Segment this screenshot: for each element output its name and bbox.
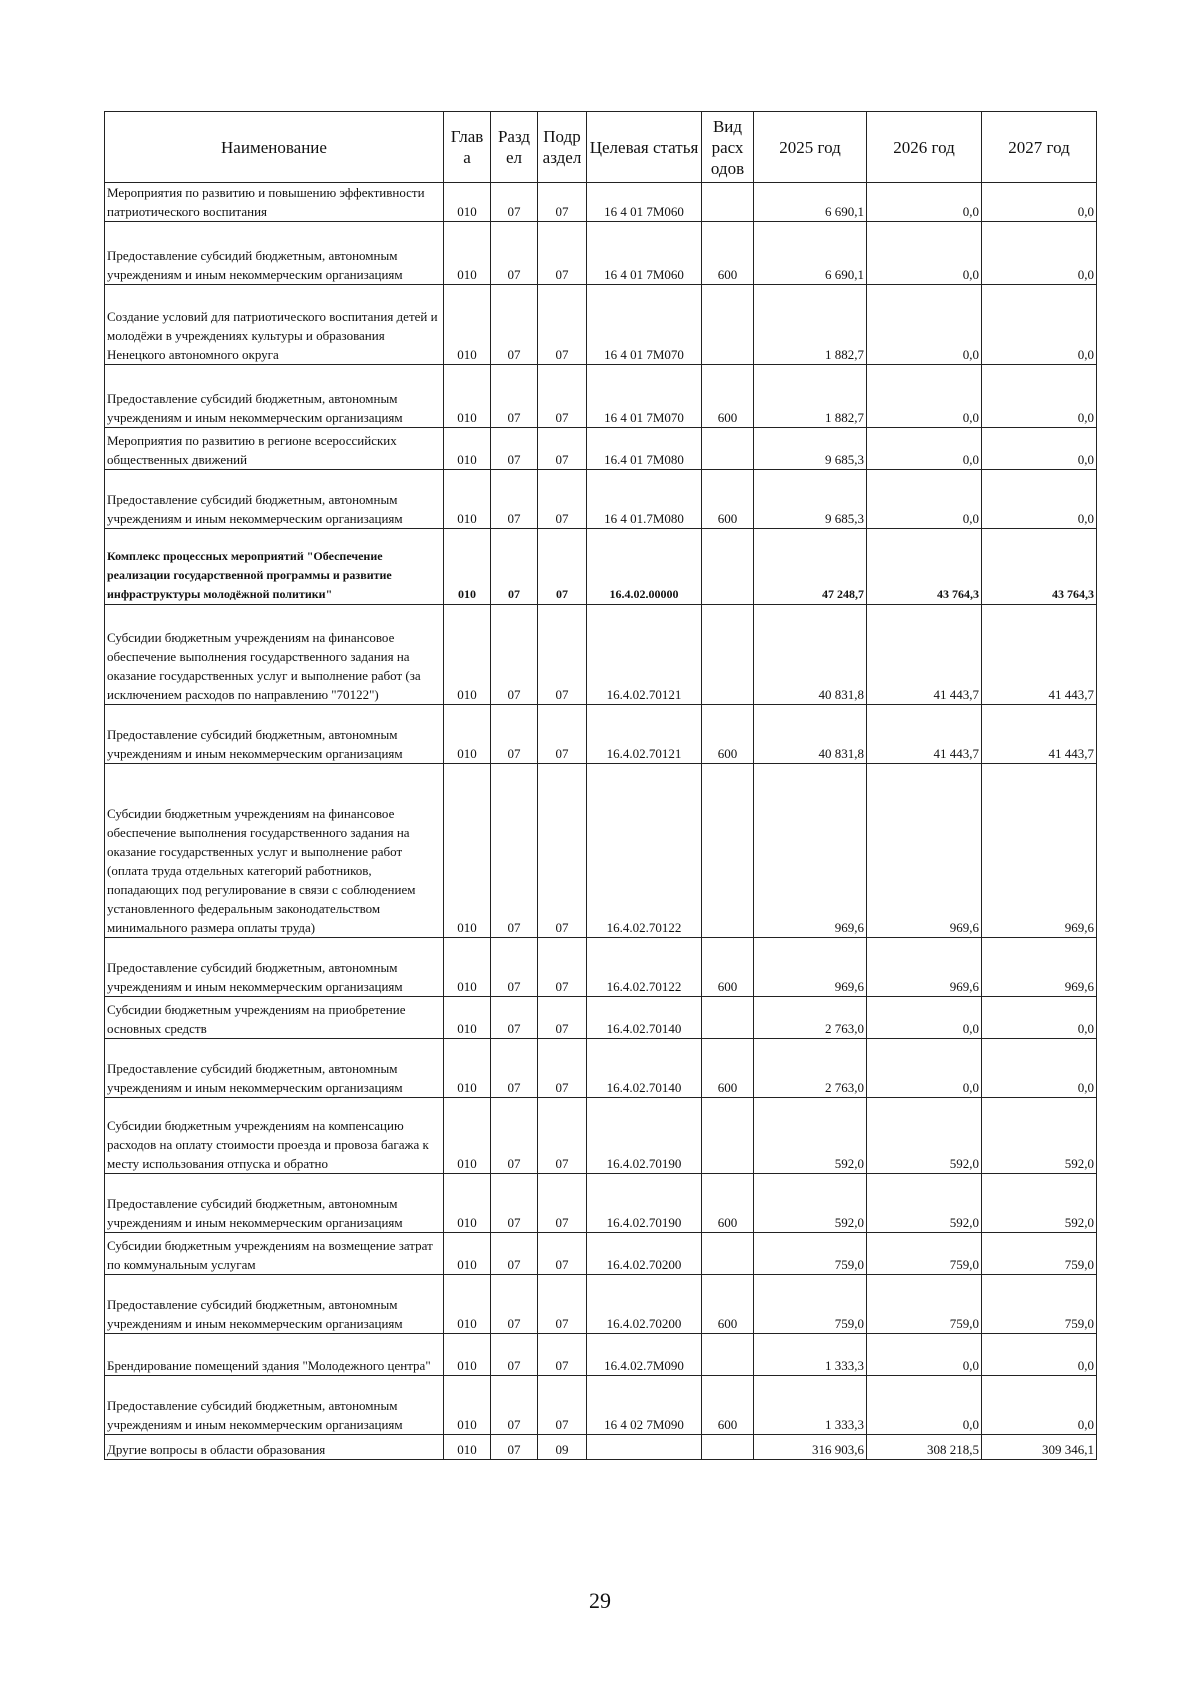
cell-vid xyxy=(702,997,754,1039)
cell-podrazdel: 07 xyxy=(538,938,587,997)
cell-name: Субсидии бюджетным учреждениям на финансовое обеспечение выполнения государственного задания на оказание государственных услуг и выполнение работ (оплата труда отдельных категорий работников, попадающих под регулирование в связи с соблюдением установленного федеральным законодательством минимального размера оплаты труда) xyxy=(105,764,444,938)
cell-statya: 16.4.02.70140 xyxy=(587,997,702,1039)
page-number: 29 xyxy=(589,1588,611,1613)
cell-vid: 600 xyxy=(702,1275,754,1334)
cell-y2025: 759,0 xyxy=(754,1233,867,1275)
cell-glava: 010 xyxy=(444,1233,491,1275)
cell-statya: 16.4.02.70122 xyxy=(587,938,702,997)
cell-y2027: 0,0 xyxy=(982,365,1097,428)
cell-y2025: 2 763,0 xyxy=(754,997,867,1039)
cell-podrazdel: 07 xyxy=(538,1098,587,1174)
cell-name: Мероприятия по развитию и повышению эффективности патриотического воспитания xyxy=(105,183,444,222)
cell-y2027: 0,0 xyxy=(982,1039,1097,1098)
table-row xyxy=(105,183,1097,222)
cell-razdel: 07 xyxy=(491,764,538,938)
cell-podrazdel: 09 xyxy=(538,1435,587,1460)
table-row xyxy=(105,1233,1097,1275)
cell-vid: 600 xyxy=(702,1174,754,1233)
cell-y2026: 308 218,5 xyxy=(867,1435,982,1460)
cell-name: Субсидии бюджетным учреждениям на финансовое обеспечение выполнения государственного задания на оказание государственных услуг и выполнение работ (за исключением расходов по направлению "70122") xyxy=(105,605,444,705)
cell-vid: 600 xyxy=(702,938,754,997)
cell-y2027: 759,0 xyxy=(982,1275,1097,1334)
cell-y2027: 309 346,1 xyxy=(982,1435,1097,1460)
table-row xyxy=(105,1334,1097,1376)
table-header-row xyxy=(105,112,1097,183)
cell-y2026: 0,0 xyxy=(867,470,982,529)
cell-y2026: 0,0 xyxy=(867,997,982,1039)
cell-glava: 010 xyxy=(444,997,491,1039)
cell-y2025: 9 685,3 xyxy=(754,428,867,470)
cell-vid xyxy=(702,1233,754,1275)
cell-y2026: 969,6 xyxy=(867,764,982,938)
cell-y2025: 969,6 xyxy=(754,938,867,997)
cell-razdel: 07 xyxy=(491,1233,538,1275)
table-row xyxy=(105,470,1097,529)
cell-glava: 010 xyxy=(444,1334,491,1376)
cell-vid xyxy=(702,529,754,605)
cell-glava: 010 xyxy=(444,1435,491,1460)
cell-podrazdel: 07 xyxy=(538,1174,587,1233)
cell-y2025: 592,0 xyxy=(754,1174,867,1233)
cell-podrazdel: 07 xyxy=(538,365,587,428)
cell-podrazdel: 07 xyxy=(538,1039,587,1098)
cell-y2025: 1 882,7 xyxy=(754,285,867,365)
table-row xyxy=(105,1275,1097,1334)
cell-podrazdel: 07 xyxy=(538,1233,587,1275)
cell-y2027: 0,0 xyxy=(982,183,1097,222)
cell-name: Предоставление субсидий бюджетным, автономным учреждениям и иным некоммерческим организациям xyxy=(105,1376,444,1435)
cell-glava: 010 xyxy=(444,365,491,428)
cell-y2027: 0,0 xyxy=(982,1376,1097,1435)
cell-y2026: 0,0 xyxy=(867,1039,982,1098)
table-row xyxy=(105,1435,1097,1460)
cell-razdel: 07 xyxy=(491,285,538,365)
cell-glava: 010 xyxy=(444,764,491,938)
cell-y2025: 9 685,3 xyxy=(754,470,867,529)
table-row xyxy=(105,365,1097,428)
cell-y2025: 6 690,1 xyxy=(754,183,867,222)
cell-name: Предоставление субсидий бюджетным, автономным учреждениям и иным некоммерческим организациям xyxy=(105,365,444,428)
cell-statya: 16.4.02.70121 xyxy=(587,705,702,764)
cell-glava: 010 xyxy=(444,605,491,705)
header-vid: Вид расх одов xyxy=(702,112,754,183)
cell-name: Субсидии бюджетным учреждениям на возмещение затрат по коммунальным услугам xyxy=(105,1233,444,1275)
cell-y2026: 0,0 xyxy=(867,428,982,470)
cell-y2026: 759,0 xyxy=(867,1275,982,1334)
cell-y2025: 47 248,7 xyxy=(754,529,867,605)
cell-glava: 010 xyxy=(444,529,491,605)
cell-vid: 600 xyxy=(702,222,754,285)
cell-statya: 16.4.02.70190 xyxy=(587,1098,702,1174)
table-row xyxy=(105,605,1097,705)
cell-y2026: 0,0 xyxy=(867,1334,982,1376)
cell-podrazdel: 07 xyxy=(538,1275,587,1334)
cell-y2026: 0,0 xyxy=(867,1376,982,1435)
cell-vid xyxy=(702,183,754,222)
header-glava: Глав а xyxy=(444,112,491,183)
cell-statya: 16 4 02 7М090 xyxy=(587,1376,702,1435)
cell-name: Комплекс процессных мероприятий "Обеспечение реализации государственной программы и развитие инфраструктуры молодёжной политики" xyxy=(105,529,444,605)
cell-y2026: 592,0 xyxy=(867,1098,982,1174)
cell-glava: 010 xyxy=(444,428,491,470)
cell-statya: 16 4 01 7М070 xyxy=(587,365,702,428)
cell-name: Предоставление субсидий бюджетным, автономным учреждениям и иным некоммерческим организациям xyxy=(105,222,444,285)
cell-statya: 16 4 01 7М060 xyxy=(587,222,702,285)
cell-statya: 16.4 01 7М080 xyxy=(587,428,702,470)
cell-podrazdel: 07 xyxy=(538,285,587,365)
cell-name: Другие вопросы в области образования xyxy=(105,1435,444,1460)
table-row xyxy=(105,705,1097,764)
cell-glava: 010 xyxy=(444,1039,491,1098)
cell-y2025: 2 763,0 xyxy=(754,1039,867,1098)
cell-podrazdel: 07 xyxy=(538,183,587,222)
cell-razdel: 07 xyxy=(491,705,538,764)
cell-y2027: 592,0 xyxy=(982,1098,1097,1174)
cell-podrazdel: 07 xyxy=(538,529,587,605)
cell-razdel: 07 xyxy=(491,605,538,705)
table-row xyxy=(105,1174,1097,1233)
cell-y2027: 43 764,3 xyxy=(982,529,1097,605)
table-row xyxy=(105,1376,1097,1435)
table-row xyxy=(105,1098,1097,1174)
cell-statya: 16.4.02.7М090 xyxy=(587,1334,702,1376)
cell-vid xyxy=(702,428,754,470)
header-2026: 2026 год xyxy=(867,112,982,183)
cell-y2027: 0,0 xyxy=(982,285,1097,365)
cell-vid xyxy=(702,1334,754,1376)
header-2027: 2027 год xyxy=(982,112,1097,183)
cell-razdel: 07 xyxy=(491,938,538,997)
cell-vid xyxy=(702,764,754,938)
cell-podrazdel: 07 xyxy=(538,997,587,1039)
cell-razdel: 07 xyxy=(491,1376,538,1435)
cell-y2027: 969,6 xyxy=(982,764,1097,938)
cell-glava: 010 xyxy=(444,222,491,285)
cell-razdel: 07 xyxy=(491,529,538,605)
cell-name: Предоставление субсидий бюджетным, автономным учреждениям и иным некоммерческим организациям xyxy=(105,1275,444,1334)
cell-name: Предоставление субсидий бюджетным, автономным учреждениям и иным некоммерческим организациям xyxy=(105,1174,444,1233)
cell-razdel: 07 xyxy=(491,1039,538,1098)
cell-y2027: 41 443,7 xyxy=(982,605,1097,705)
cell-name: Предоставление субсидий бюджетным, автономным учреждениям и иным некоммерческим организациям xyxy=(105,1039,444,1098)
cell-glava: 010 xyxy=(444,1376,491,1435)
cell-razdel: 07 xyxy=(491,1098,538,1174)
header-podrazdel: Подр аздел xyxy=(538,112,587,183)
cell-y2026: 41 443,7 xyxy=(867,705,982,764)
cell-vid: 600 xyxy=(702,705,754,764)
cell-y2026: 0,0 xyxy=(867,222,982,285)
cell-podrazdel: 07 xyxy=(538,764,587,938)
cell-y2027: 759,0 xyxy=(982,1233,1097,1275)
table-row xyxy=(105,222,1097,285)
cell-statya: 16.4.02.70121 xyxy=(587,605,702,705)
cell-glava: 010 xyxy=(444,938,491,997)
cell-name: Мероприятия по развитию в регионе всероссийских общественных движений xyxy=(105,428,444,470)
cell-podrazdel: 07 xyxy=(538,1376,587,1435)
cell-name: Субсидии бюджетным учреждениям на приобретение основных средств xyxy=(105,997,444,1039)
cell-y2026: 43 764,3 xyxy=(867,529,982,605)
cell-glava: 010 xyxy=(444,1098,491,1174)
cell-y2025: 759,0 xyxy=(754,1275,867,1334)
cell-name: Предоставление субсидий бюджетным, автономным учреждениям и иным некоммерческим организациям xyxy=(105,705,444,764)
cell-y2026: 0,0 xyxy=(867,285,982,365)
cell-podrazdel: 07 xyxy=(538,222,587,285)
cell-name: Субсидии бюджетным учреждениям на компенсацию расходов на оплату стоимости проезда и провоза багажа к месту использования отпуска и обратно xyxy=(105,1098,444,1174)
cell-y2026: 592,0 xyxy=(867,1174,982,1233)
cell-statya: 16.4.02.70122 xyxy=(587,764,702,938)
table-body xyxy=(105,183,1097,1460)
cell-y2027: 0,0 xyxy=(982,428,1097,470)
cell-y2025: 1 333,3 xyxy=(754,1334,867,1376)
cell-y2026: 0,0 xyxy=(867,183,982,222)
cell-podrazdel: 07 xyxy=(538,428,587,470)
table-row xyxy=(105,764,1097,938)
cell-vid: 600 xyxy=(702,365,754,428)
cell-vid: 600 xyxy=(702,470,754,529)
cell-y2027: 0,0 xyxy=(982,470,1097,529)
cell-vid: 600 xyxy=(702,1376,754,1435)
cell-y2027: 969,6 xyxy=(982,938,1097,997)
cell-statya: 16 4 01.7М080 xyxy=(587,470,702,529)
cell-statya: 16.4.02.70200 xyxy=(587,1275,702,1334)
cell-statya xyxy=(587,1435,702,1460)
cell-y2025: 6 690,1 xyxy=(754,222,867,285)
cell-razdel: 07 xyxy=(491,1174,538,1233)
cell-y2025: 592,0 xyxy=(754,1098,867,1174)
cell-glava: 010 xyxy=(444,1174,491,1233)
table-row xyxy=(105,428,1097,470)
cell-razdel: 07 xyxy=(491,1435,538,1460)
cell-vid xyxy=(702,285,754,365)
cell-statya: 16 4 01 7М060 xyxy=(587,183,702,222)
cell-razdel: 07 xyxy=(491,1334,538,1376)
cell-y2027: 0,0 xyxy=(982,997,1097,1039)
cell-y2027: 0,0 xyxy=(982,1334,1097,1376)
cell-podrazdel: 07 xyxy=(538,605,587,705)
cell-glava: 010 xyxy=(444,705,491,764)
header-name: Наименование xyxy=(105,112,444,183)
cell-y2027: 0,0 xyxy=(982,222,1097,285)
cell-name: Брендирование помещений здания "Молодежного центра" xyxy=(105,1334,444,1376)
cell-glava: 010 xyxy=(444,285,491,365)
cell-statya: 16.4.02.70200 xyxy=(587,1233,702,1275)
cell-y2025: 40 831,8 xyxy=(754,605,867,705)
cell-y2025: 40 831,8 xyxy=(754,705,867,764)
header-statya: Целевая статья xyxy=(587,112,702,183)
cell-glava: 010 xyxy=(444,1275,491,1334)
cell-vid: 600 xyxy=(702,1039,754,1098)
cell-y2026: 759,0 xyxy=(867,1233,982,1275)
header-2025: 2025 год xyxy=(754,112,867,183)
cell-y2026: 0,0 xyxy=(867,365,982,428)
cell-razdel: 07 xyxy=(491,428,538,470)
cell-y2025: 969,6 xyxy=(754,764,867,938)
cell-y2025: 1 333,3 xyxy=(754,1376,867,1435)
cell-razdel: 07 xyxy=(491,1275,538,1334)
table-row xyxy=(105,285,1097,365)
cell-podrazdel: 07 xyxy=(538,1334,587,1376)
cell-razdel: 07 xyxy=(491,222,538,285)
cell-glava: 010 xyxy=(444,470,491,529)
cell-y2027: 592,0 xyxy=(982,1174,1097,1233)
cell-y2026: 41 443,7 xyxy=(867,605,982,705)
cell-podrazdel: 07 xyxy=(538,470,587,529)
cell-podrazdel: 07 xyxy=(538,705,587,764)
budget-table xyxy=(104,111,1097,1460)
cell-glava: 010 xyxy=(444,183,491,222)
cell-name: Предоставление субсидий бюджетным, автономным учреждениям и иным некоммерческим организациям xyxy=(105,470,444,529)
cell-name: Создание условий для патриотического воспитания детей и молодёжи в учреждениях культуры и образования Ненецкого автономного округа xyxy=(105,285,444,365)
header-razdel: Разд ел xyxy=(491,112,538,183)
cell-razdel: 07 xyxy=(491,183,538,222)
table-row xyxy=(105,938,1097,997)
cell-statya: 16.4.02.00000 xyxy=(587,529,702,605)
cell-statya: 16 4 01 7М070 xyxy=(587,285,702,365)
cell-razdel: 07 xyxy=(491,365,538,428)
cell-vid xyxy=(702,1435,754,1460)
cell-y2026: 969,6 xyxy=(867,938,982,997)
cell-vid xyxy=(702,1098,754,1174)
cell-vid xyxy=(702,605,754,705)
cell-y2025: 316 903,6 xyxy=(754,1435,867,1460)
cell-statya: 16.4.02.70140 xyxy=(587,1039,702,1098)
cell-y2025: 1 882,7 xyxy=(754,365,867,428)
table-row xyxy=(105,1039,1097,1098)
cell-razdel: 07 xyxy=(491,470,538,529)
table-row xyxy=(105,997,1097,1039)
cell-razdel: 07 xyxy=(491,997,538,1039)
cell-name: Предоставление субсидий бюджетным, автономным учреждениям и иным некоммерческим организациям xyxy=(105,938,444,997)
cell-y2027: 41 443,7 xyxy=(982,705,1097,764)
table-row xyxy=(105,529,1097,605)
cell-statya: 16.4.02.70190 xyxy=(587,1174,702,1233)
